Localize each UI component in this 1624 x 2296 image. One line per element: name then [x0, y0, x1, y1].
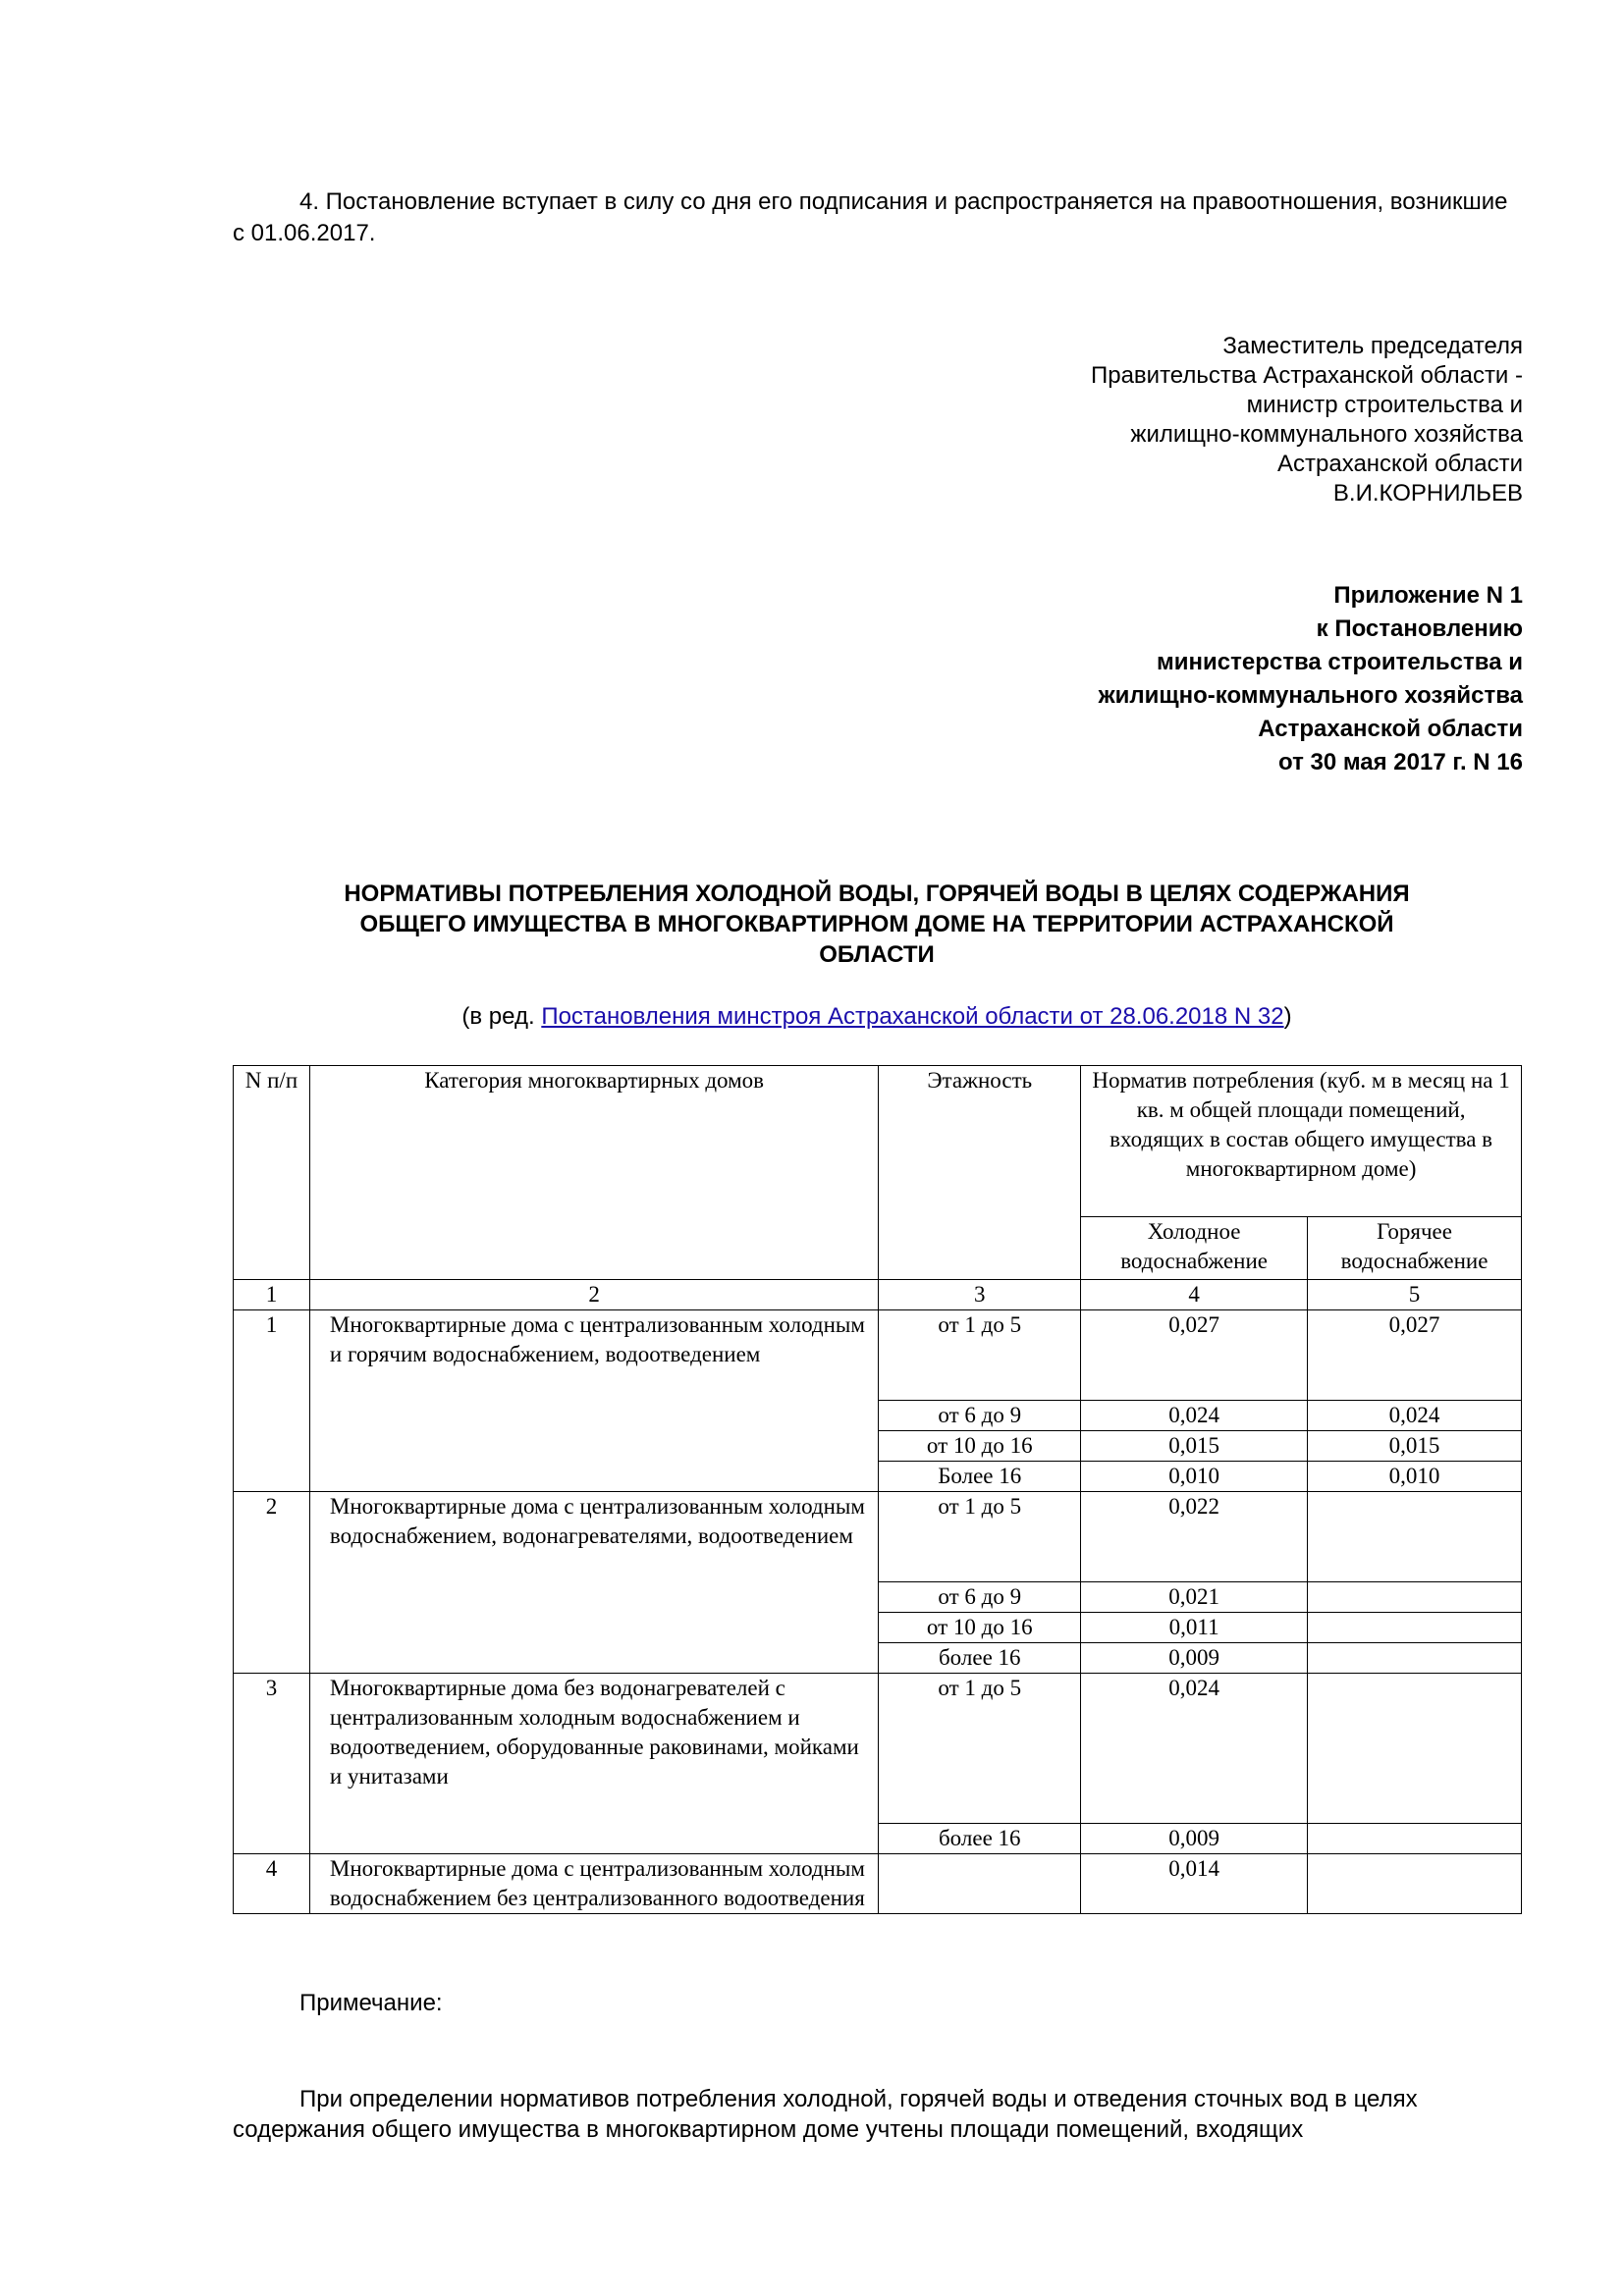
- title-line: ОБЩЕГО ИМУЩЕСТВА В МНОГОКВАРТИРНОМ ДОМЕ НА ТЕРРИТОРИИ АСТРАХАНСКОЙ: [359, 911, 1394, 937]
- col-number: 3: [879, 1280, 1081, 1310]
- header-floors: Этажность: [879, 1066, 1081, 1280]
- note-label: Примечание:: [299, 1990, 443, 2016]
- table-row: [234, 1674, 1522, 1824]
- table-header-row: [234, 1066, 1522, 1217]
- row-category: Многоквартирные дома с централизованным холодным водоснабжением, водонагревателями, водоотведением: [309, 1492, 878, 1674]
- edition-note: [233, 1001, 1521, 1033]
- row-hot: [1308, 1613, 1522, 1643]
- col-number: 2: [309, 1280, 878, 1310]
- header-num: N п/п: [234, 1066, 310, 1280]
- edition-suffix: ): [1283, 1003, 1292, 1030]
- column-numbers-row: [234, 1280, 1522, 1310]
- signature-line: Правительства Астраханской области -: [1090, 362, 1523, 389]
- row-floors: от 10 до 16: [879, 1613, 1081, 1643]
- row-floors: от 1 до 5: [879, 1492, 1081, 1582]
- appendix-header: [1099, 579, 1523, 779]
- table-row: [234, 1492, 1522, 1582]
- row-floors: [879, 1854, 1081, 1914]
- signature-line: министр строительства и: [1246, 392, 1523, 418]
- row-hot: [1308, 1643, 1522, 1674]
- header-cold: Холодное водоснабжение: [1081, 1216, 1308, 1279]
- row-cold: 0,009: [1081, 1824, 1308, 1854]
- intro-section: [233, 187, 1521, 249]
- row-hot: [1308, 1674, 1522, 1824]
- signature-name: В.И.КОРНИЛЬЕВ: [1332, 480, 1523, 507]
- table-row: [234, 1310, 1522, 1401]
- row-cold: 0,027: [1081, 1310, 1308, 1401]
- col-number: 5: [1308, 1280, 1522, 1310]
- row-floors: от 1 до 5: [879, 1310, 1081, 1401]
- row-num: 2: [234, 1492, 310, 1674]
- row-cold: 0,014: [1081, 1854, 1308, 1914]
- row-hot: [1308, 1854, 1522, 1914]
- row-hot: [1308, 1824, 1522, 1854]
- title-line: НОРМАТИВЫ ПОТРЕБЛЕНИЯ ХОЛОДНОЙ ВОДЫ, ГОРЯЧЕЙ ВОДЫ В ЦЕЛЯХ СОДЕРЖАНИЯ: [344, 881, 1410, 907]
- row-category: Многоквартирные дома без водонагревателей с централизованным холодным водоснабжением и водоотведением, оборудованные раковинами, мойками и унитазами: [309, 1674, 878, 1854]
- row-floors: более 16: [879, 1824, 1081, 1854]
- row-cold: 0,024: [1081, 1674, 1308, 1824]
- row-hot: [1308, 1492, 1522, 1582]
- row-floors: от 1 до 5: [879, 1674, 1081, 1824]
- row-cold: 0,009: [1081, 1643, 1308, 1674]
- row-floors: от 6 до 9: [879, 1401, 1081, 1431]
- appendix-line: от 30 мая 2017 г. N 16: [1278, 749, 1523, 775]
- signature-line: Заместитель председателя: [1222, 333, 1523, 359]
- intro-paragraph: 4. Постановление вступает в силу со дня его подписания и распространяется на правоотношения, возникшие с 01.06.2017.: [233, 188, 1508, 246]
- row-hot: 0,027: [1308, 1310, 1522, 1401]
- table-row: [234, 1854, 1522, 1914]
- row-cold: 0,010: [1081, 1462, 1308, 1492]
- header-category: Категория многоквартирных домов: [309, 1066, 878, 1280]
- row-floors: от 10 до 16: [879, 1431, 1081, 1462]
- row-category: Многоквартирные дома с централизованным холодным водоснабжением без централизованного водоотведения: [309, 1854, 878, 1914]
- row-cold: 0,022: [1081, 1492, 1308, 1582]
- row-floors: более 16: [879, 1643, 1081, 1674]
- signature-line: Астраханской области: [1277, 451, 1523, 477]
- row-hot: 0,024: [1308, 1401, 1522, 1431]
- row-num: 4: [234, 1854, 310, 1914]
- row-hot: 0,010: [1308, 1462, 1522, 1492]
- row-hot: [1308, 1582, 1522, 1613]
- appendix-line: Астраханской области: [1258, 716, 1523, 742]
- row-hot: 0,015: [1308, 1431, 1522, 1462]
- row-floors: Более 16: [879, 1462, 1081, 1492]
- signature-line: жилищно-коммунального хозяйства: [1130, 421, 1523, 448]
- header-norm: Норматив потребления (куб. м в месяц на 1 кв. м общей площади помещений, входящих в состав общего имущества в многоквартирном доме): [1081, 1066, 1522, 1217]
- appendix-line: министерства строительства и: [1156, 649, 1523, 675]
- col-number: 1: [234, 1280, 310, 1310]
- document-title: [233, 879, 1521, 970]
- row-cold: 0,021: [1081, 1582, 1308, 1613]
- appendix-line: жилищно-коммунального хозяйства: [1098, 682, 1523, 709]
- edition-prefix: (в ред.: [461, 1003, 542, 1030]
- row-cold: 0,024: [1081, 1401, 1308, 1431]
- signature-block: [1091, 332, 1523, 508]
- col-number: 4: [1081, 1280, 1308, 1310]
- note-paragraph: При определении нормативов потребления холодной, горячей воды и отведения сточных вод в целях содержания общего имущества в многоквартирном доме учтены площади помещений, входящих: [233, 2086, 1418, 2143]
- title-line: ОБЛАСТИ: [819, 941, 935, 968]
- row-num: 3: [234, 1674, 310, 1854]
- header-hot: Горячее водоснабжение: [1308, 1216, 1522, 1279]
- appendix-line: Приложение N 1: [1333, 582, 1523, 609]
- norms-table: [233, 1065, 1522, 1914]
- row-floors: от 6 до 9: [879, 1582, 1081, 1613]
- row-cold: 0,011: [1081, 1613, 1308, 1643]
- row-cold: 0,015: [1081, 1431, 1308, 1462]
- edition-link[interactable]: Постановления минстроя Астраханской области от 28.06.2018 N 32: [541, 1003, 1284, 1030]
- row-category: Многоквартирные дома с централизованным холодным и горячим водоснабжением, водоотведением: [309, 1310, 878, 1492]
- appendix-line: к Постановлению: [1316, 615, 1523, 642]
- row-num: 1: [234, 1310, 310, 1492]
